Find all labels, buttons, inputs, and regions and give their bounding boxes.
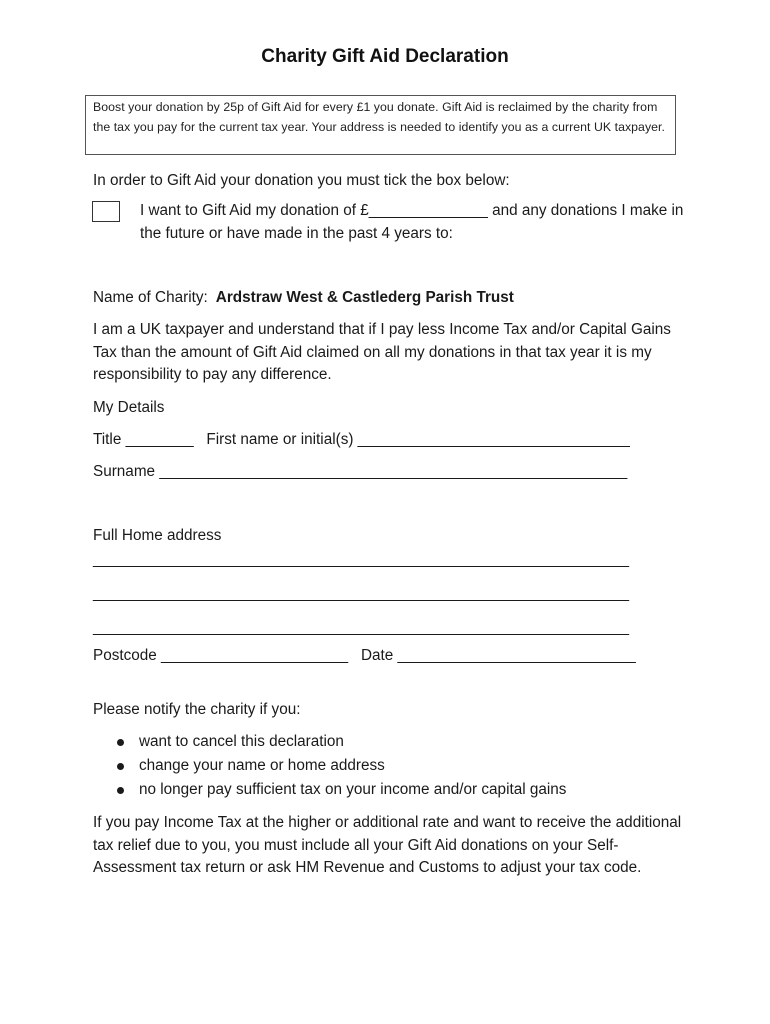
declaration-text: I want to Gift Aid my donation of £______________ and any donations I make in the future or have made in the past 4 years to: bbox=[140, 202, 684, 242]
charity-label: Name of Charity: bbox=[93, 289, 208, 306]
charity-name: Ardstraw West & Castlederg Parish Trust bbox=[215, 289, 514, 306]
address-label: Full Home address bbox=[93, 527, 222, 544]
address-line-1[interactable]: _______________________________________________________________ bbox=[93, 551, 629, 568]
notify-heading: Please notify the charity if you: bbox=[93, 701, 301, 718]
postcode-field[interactable]: Postcode ______________________ bbox=[93, 647, 349, 664]
intro-box: Boost your donation by 25p of Gift Aid for every £1 you donate. Gift Aid is reclaimed by the charity from the tax you pay for the current tax year. Your address is needed to identify you as a current UK taxpayer. bbox=[85, 95, 676, 155]
instruction-text: In order to Gift Aid your donation you must tick the box below: bbox=[93, 172, 510, 189]
name-row bbox=[93, 429, 630, 452]
date-field[interactable]: Date ____________________________ bbox=[360, 647, 636, 664]
address-line-3[interactable]: _______________________________________________________________ bbox=[93, 619, 629, 636]
title-field[interactable]: Title ________ bbox=[93, 431, 194, 448]
list-item: change your name or home address bbox=[115, 755, 566, 779]
postcode-date-row bbox=[93, 645, 636, 668]
first-name-field[interactable]: First name or initial(s) ________________________________ bbox=[206, 431, 630, 448]
surname-field[interactable]: Surname _______________________________________________________ bbox=[93, 463, 628, 480]
taxpayer-statement: I am a UK taxpayer and understand that if I pay less Income Tax and/or Capital Gains Tax than the amount of Gift Aid claimed on all my donations in that tax year it is my responsibility to pay any difference. bbox=[93, 321, 671, 383]
address-line-2[interactable]: _______________________________________________________________ bbox=[93, 585, 629, 602]
gift-aid-checkbox[interactable] bbox=[92, 201, 120, 222]
list-item: no longer pay sufficient tax on your income and/or capital gains bbox=[115, 779, 566, 803]
list-item: want to cancel this declaration bbox=[115, 731, 566, 755]
charity-row bbox=[93, 287, 514, 310]
my-details-heading: My Details bbox=[93, 399, 165, 416]
notify-list bbox=[115, 731, 566, 803]
higher-rate-note: If you pay Income Tax at the higher or additional rate and want to receive the additional tax relief due to you, you must include all your Gift Aid donations on your Self-Assessment tax return or ask HM Revenue and Customs to adjust your tax code. bbox=[93, 814, 682, 876]
page-title: Charity Gift Aid Declaration bbox=[261, 46, 509, 67]
